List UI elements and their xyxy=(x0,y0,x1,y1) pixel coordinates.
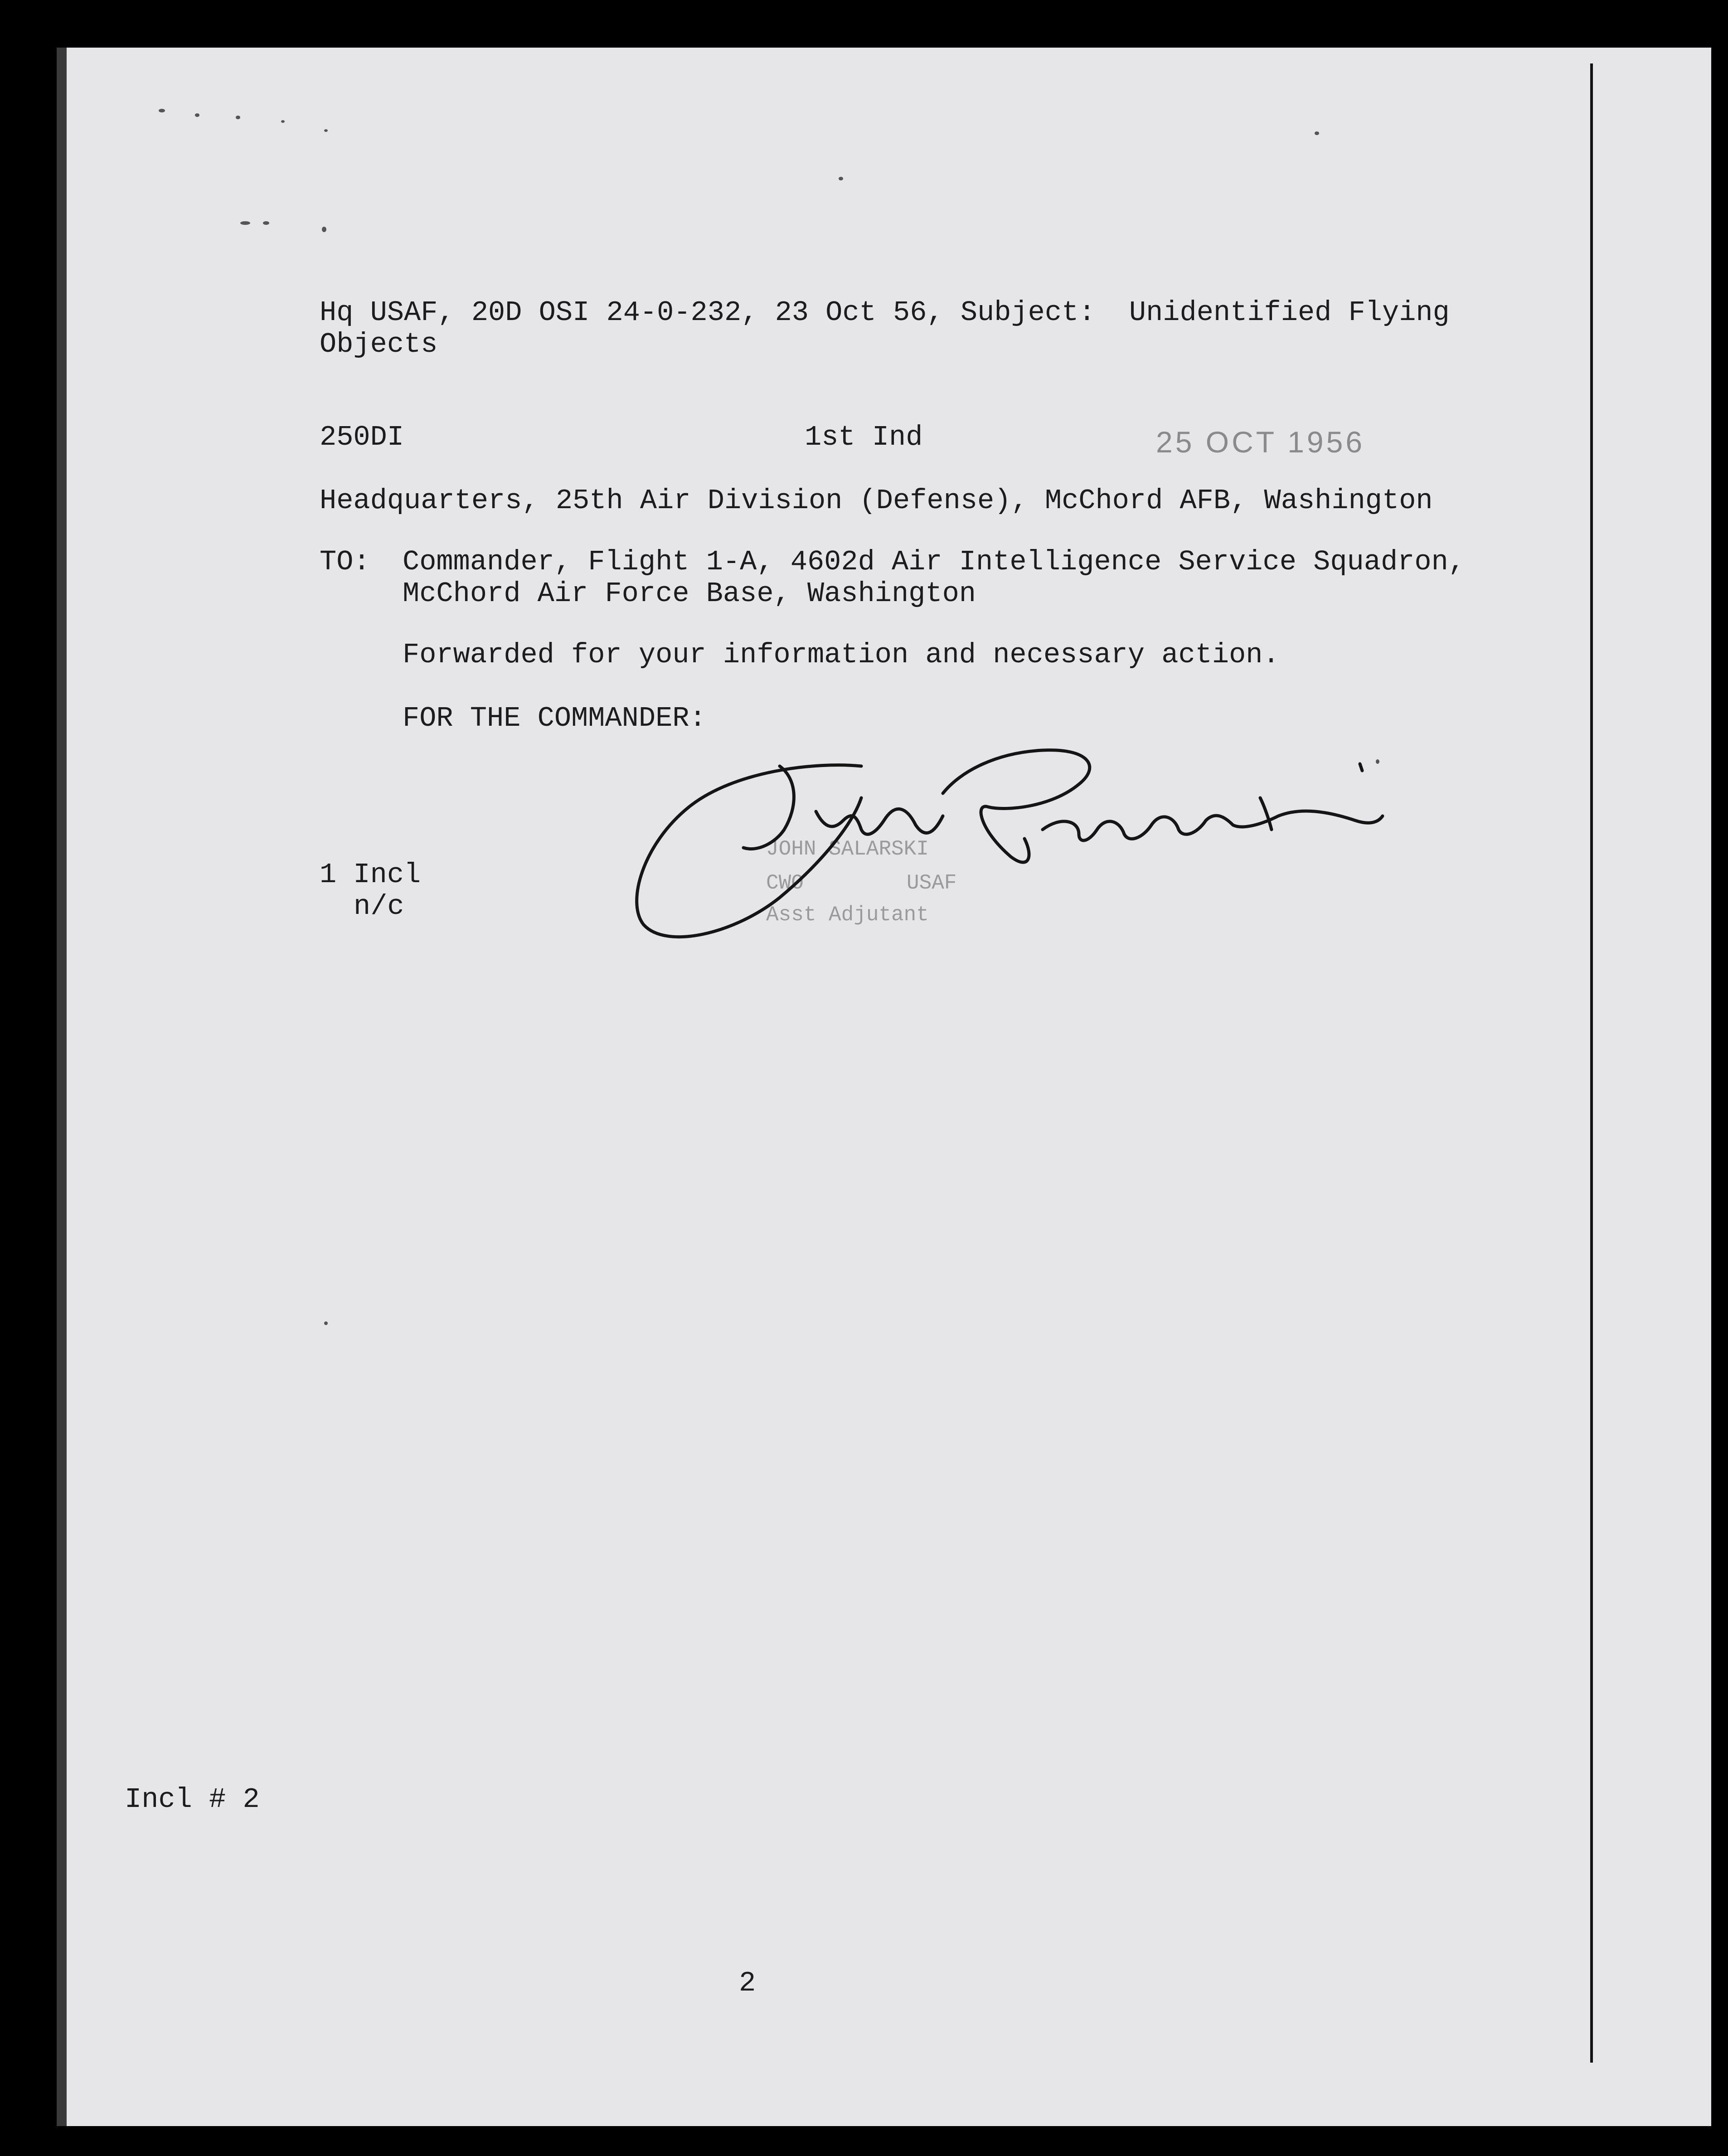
inclosure-marking: Incl # 2 xyxy=(125,1783,260,1816)
page-number: 2 xyxy=(739,1967,756,1999)
to-label: TO: xyxy=(320,546,370,578)
enclosure-note: n/c xyxy=(354,890,404,923)
closing-line: FOR THE COMMANDER: xyxy=(403,702,706,734)
signature-name: JOHN SALARSKI xyxy=(766,837,929,861)
body-text: Forwarded for your information and necessary action. xyxy=(403,639,1280,671)
date-stamp: 25 OCT 1956 xyxy=(1156,425,1365,459)
reference-line-1: Hq USAF, 20D OSI 24-0-232, 23 Oct 56, Subject: Unidentified Flying xyxy=(320,296,1450,329)
signature-service: USAF xyxy=(907,871,957,895)
office-symbol: 250DI xyxy=(320,421,404,453)
indorsement-number: 1st Ind xyxy=(805,421,923,453)
enclosure-count: 1 Incl xyxy=(320,859,421,891)
reference-line-2: Objects xyxy=(320,328,438,360)
to-line-1: Commander, Flight 1-A, 4602d Air Intelligence Service Squadron, xyxy=(403,546,1465,578)
signature-title: Asst Adjutant xyxy=(766,903,929,927)
signature-grade: CWO xyxy=(766,871,804,895)
from-line: Headquarters, 25th Air Division (Defense), McChord AFB, Washington xyxy=(320,485,1433,517)
to-line-2: McChord Air Force Base, Washington xyxy=(403,578,976,610)
